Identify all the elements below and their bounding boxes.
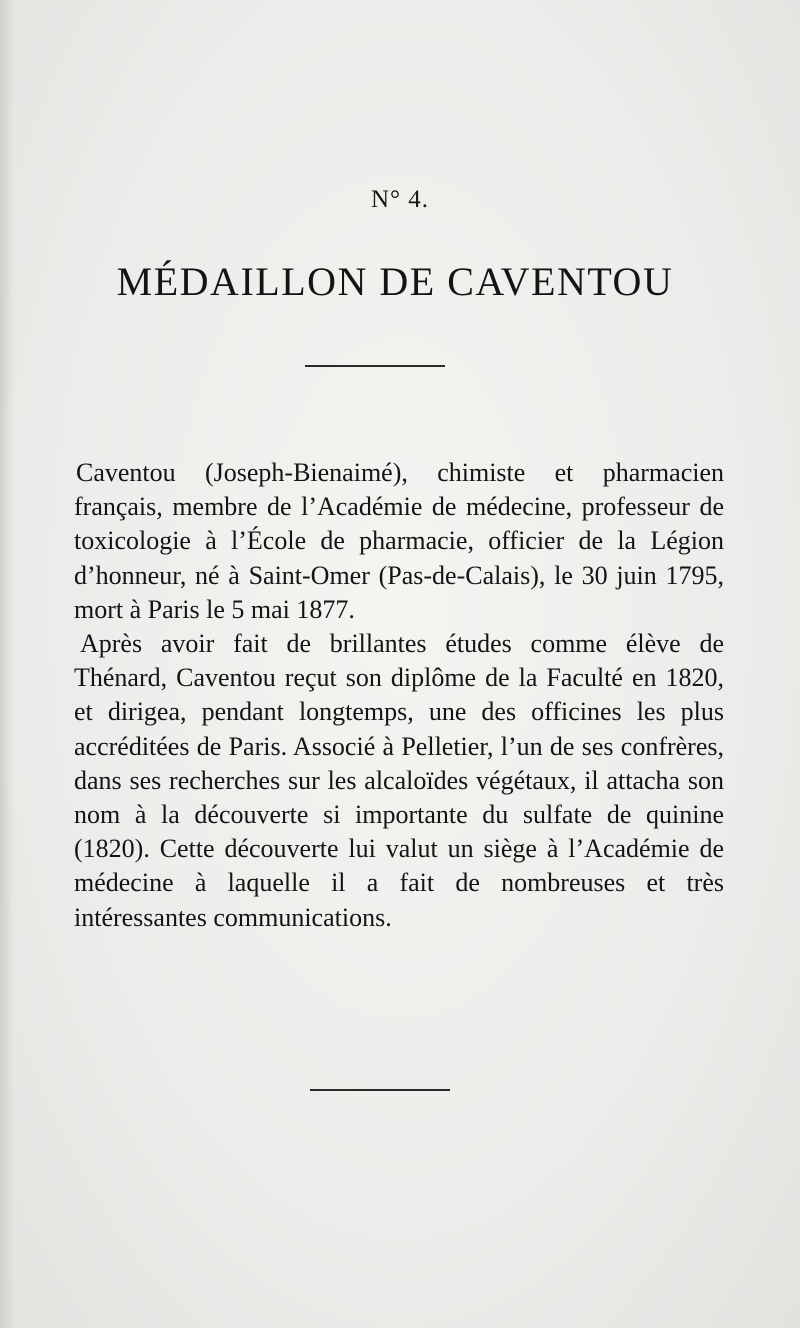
end-divider	[310, 1089, 450, 1091]
paragraph-career: Après avoir fait de brillantes études comme élève de Thénard, Caventou reçut son diplôme de la Faculté en 1820, et dirigea, pendant longtemps, une des officines les plus accréditées de Paris. Associé à Pelletier, l’un de ses confrères, dans ses recherches sur les alcaloïdes végétaux, il attacha son nom à la découverte si importante du sulfate de quinine (1820). Cette découverte lui valut un siège à l’Académie de médecine à laquelle il a fait de nombreuses et très intéressantes communications.	[74, 629, 724, 932]
paragraph-biography: Caventou (Joseph-Bienaimé), chimiste et pharmacien français, membre de l’Académie de médecine, professeur de toxicologie à l’École de pharmacie, officier de la Légion d’honneur, né à Saint-Omer (Pas-de-Calais), le 30 juin 1795, mort à Paris le 5 mai 1877.	[74, 458, 724, 624]
title-divider	[305, 365, 445, 367]
show-through-bottom	[40, 960, 760, 1260]
page-title: MÉDAILLON DE CAVENTOU	[116, 259, 674, 304]
body-text	[74, 456, 724, 935]
show-through-top	[40, 80, 760, 380]
section-number: N° 4.	[370, 186, 430, 213]
